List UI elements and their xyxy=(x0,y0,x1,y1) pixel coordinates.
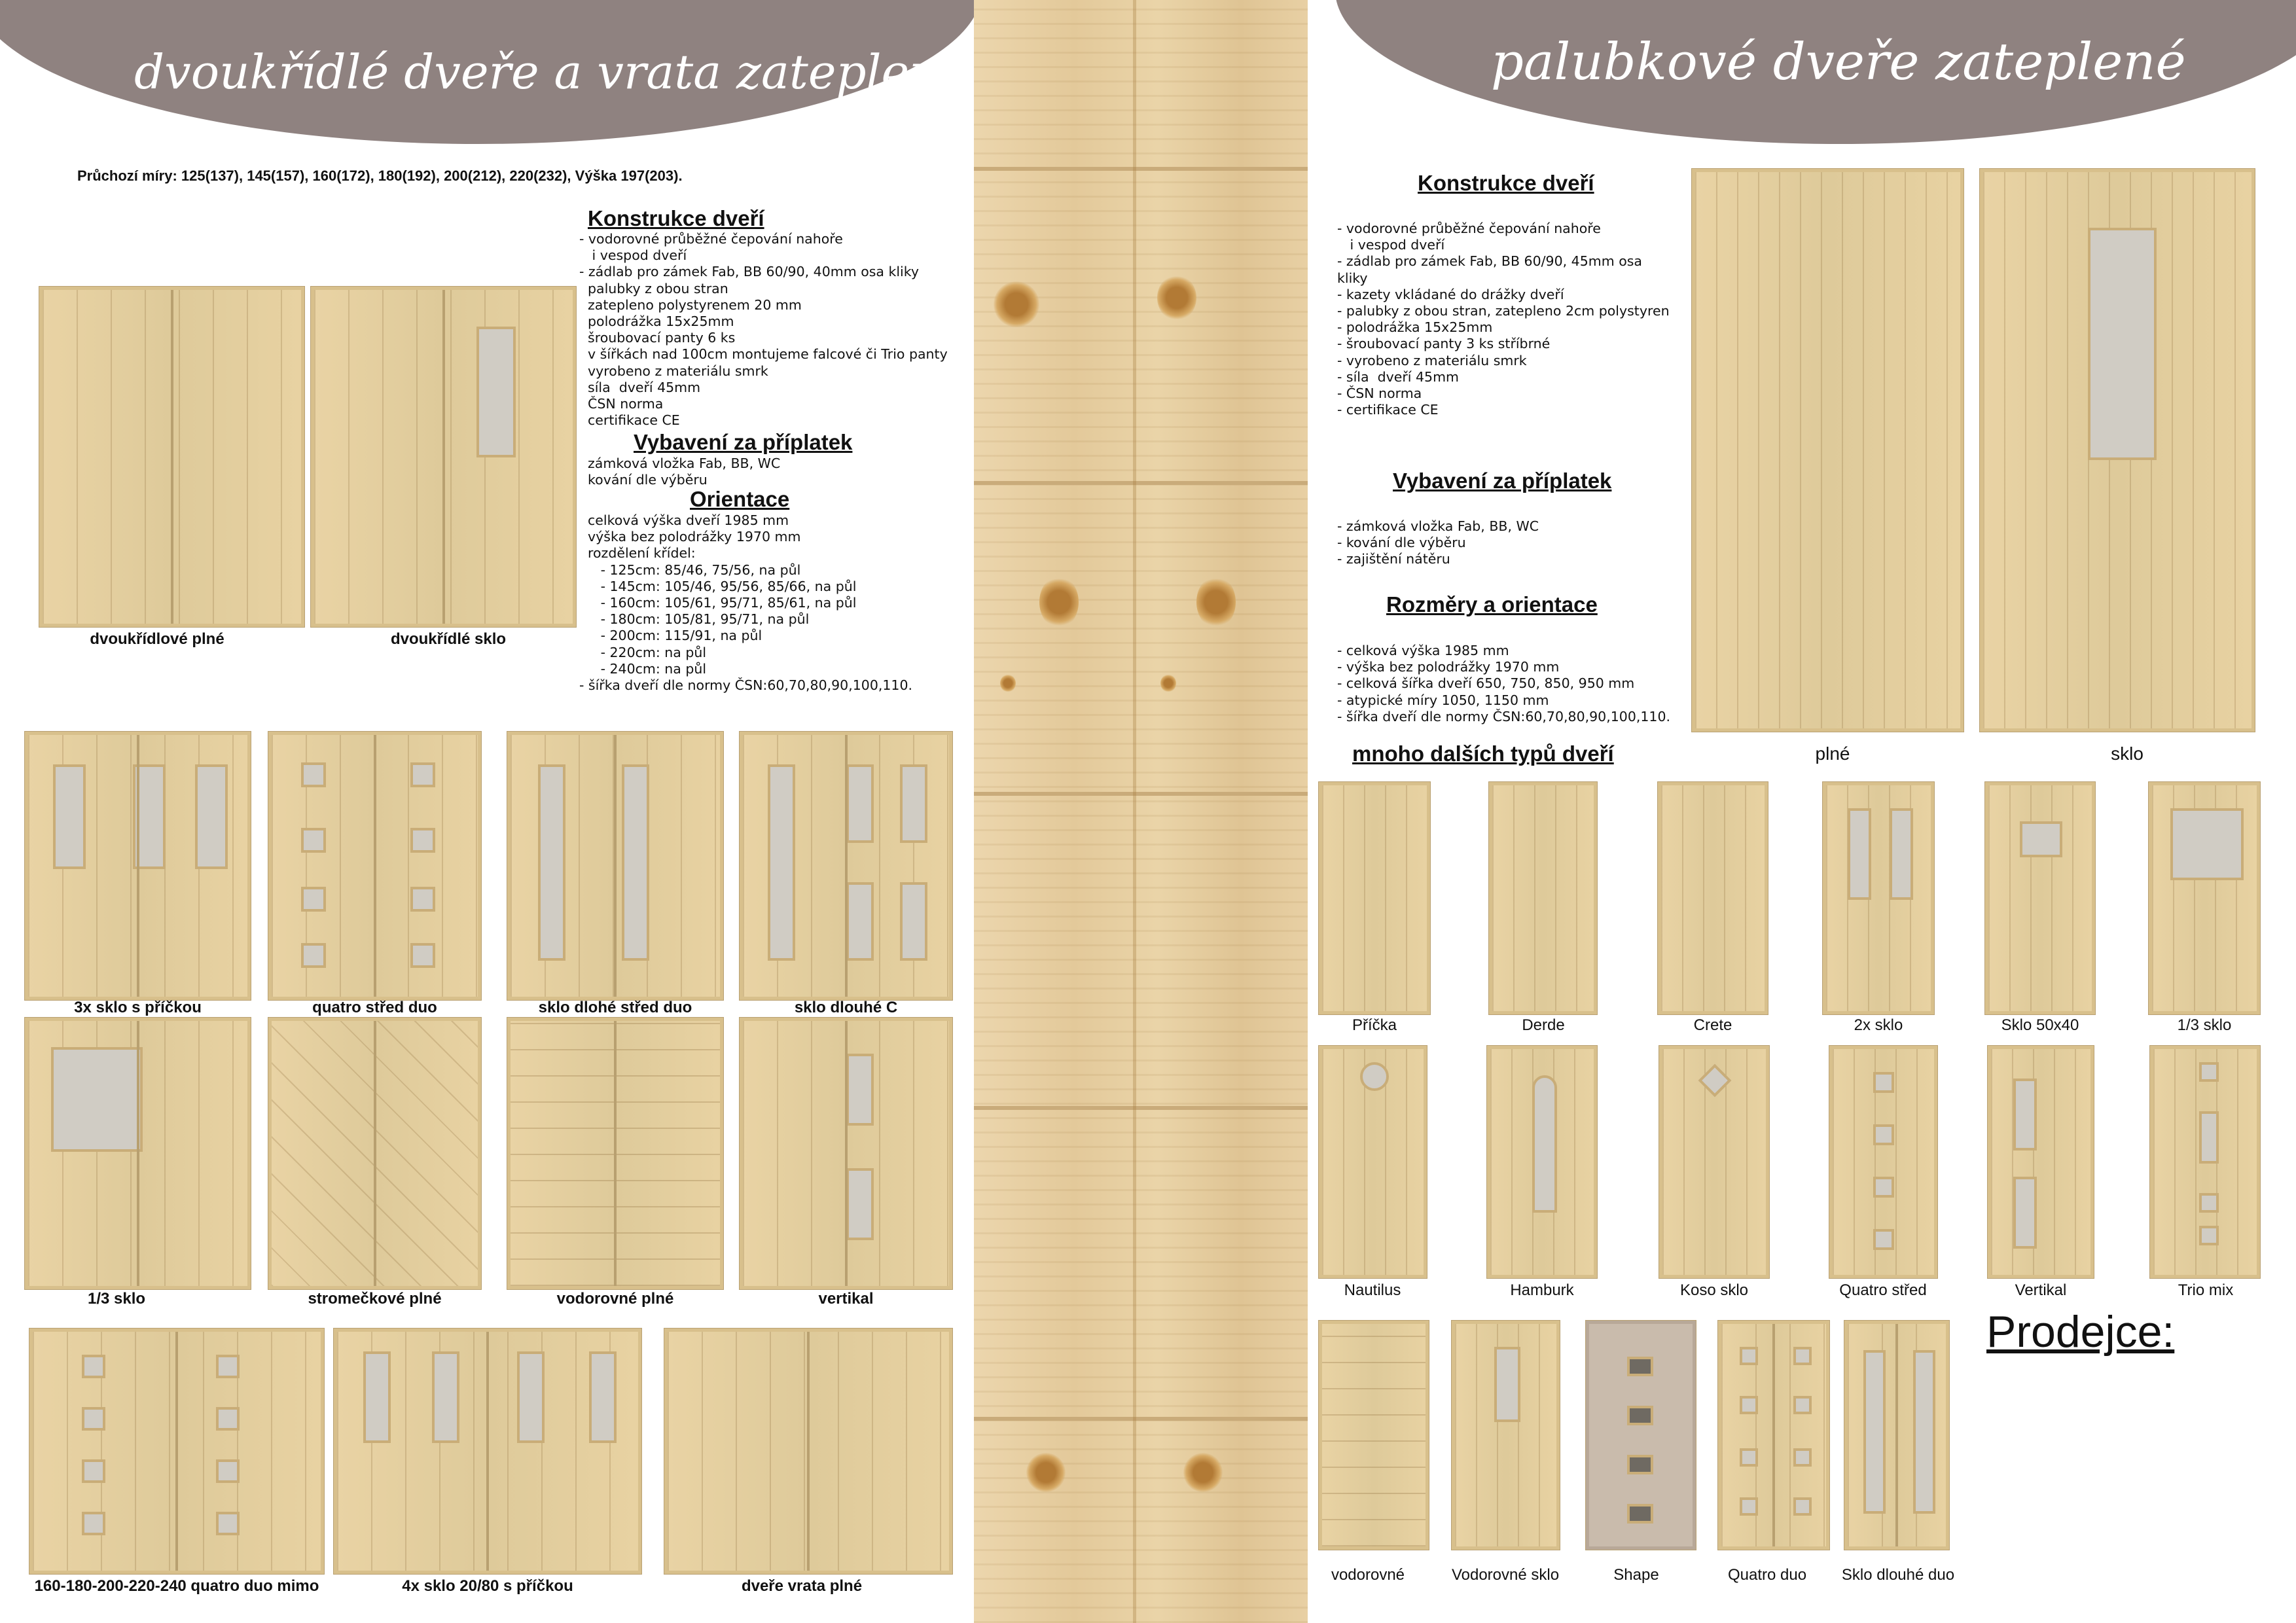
passage-sizes: Průchozí míry: 125(137), 145(157), 160(172), 180(192), 200(212), 220(232), Výška 197(203). xyxy=(77,168,683,184)
door-caption: Vodorovné sklo xyxy=(1451,1566,1560,1584)
door-glass xyxy=(476,327,516,457)
door-glass xyxy=(900,764,927,843)
door-glass xyxy=(1863,1350,1886,1514)
wood-knot xyxy=(1196,576,1236,628)
door-image xyxy=(1319,782,1430,1014)
door-caption: sklo dlouhé C xyxy=(794,999,898,1016)
door-image xyxy=(507,732,723,1000)
door-glass xyxy=(1532,1075,1557,1213)
door-glass xyxy=(1873,1072,1894,1093)
right-vybaveni-text: - zámková vložka Fab, BB, WC - kování dle výběru - zajištění nátěru xyxy=(1337,518,1539,567)
door-image xyxy=(1487,1046,1597,1278)
wood-knot xyxy=(1026,1453,1066,1492)
door-glass xyxy=(1627,1357,1653,1376)
door-caption: Crete xyxy=(1693,1016,1732,1034)
door-image xyxy=(1586,1321,1696,1550)
right-page-title: palubkové dveře zateplené xyxy=(1491,33,2186,92)
door-glass xyxy=(2199,1111,2219,1164)
door-glass xyxy=(195,764,228,869)
door-image xyxy=(1319,1046,1427,1278)
door-glass xyxy=(301,943,326,968)
door-caption: plné xyxy=(1815,743,1850,764)
right-rozmery-text: - celková výška 1985 mm - výška bez polodrážky 1970 mm - celková šířka dveří 650, 750, 850, 950 mm - atypické míry 1050, 1150 mm - šířka dveří dle normy ČSN:60,70,80,90,100,110. xyxy=(1337,643,1671,724)
wood-knot xyxy=(1183,1453,1223,1492)
door-glass xyxy=(768,764,795,961)
left-vybaveni-heading: Vybavení za příplatek xyxy=(634,430,853,454)
door-caption: dveře vrata plné xyxy=(741,1577,863,1595)
door-image xyxy=(2150,1046,2260,1278)
board-seam xyxy=(974,481,1308,485)
right-konstrukce-heading: Konstrukce dveří xyxy=(1418,171,1594,195)
door-caption: dvoukřídlé sklo xyxy=(390,630,507,648)
right-vybaveni-heading: Vybavení za příplatek xyxy=(1393,469,1612,493)
door-glass xyxy=(301,762,326,787)
door-caption: Sklo 50x40 xyxy=(2001,1016,2079,1034)
door-glass xyxy=(1740,1448,1758,1467)
door-image xyxy=(1829,1046,1937,1278)
door-glass xyxy=(1627,1455,1653,1474)
door-caption: Nautilus xyxy=(1344,1281,1401,1299)
door-glass xyxy=(410,762,435,787)
door-image xyxy=(1692,169,1964,732)
left-vybaveni-text: zámková vložka Fab, BB, WC kování dle výběru xyxy=(588,455,781,488)
door-glass xyxy=(589,1351,617,1443)
door-glass xyxy=(82,1407,105,1431)
door-caption: 4x sklo 20/80 s příčkou xyxy=(402,1577,573,1595)
door-image xyxy=(268,1018,481,1289)
door-glass xyxy=(846,1054,874,1126)
door-glass xyxy=(363,1351,391,1443)
door-glass xyxy=(216,1355,240,1378)
door-glass xyxy=(216,1459,240,1483)
door-glass xyxy=(53,764,86,869)
wood-knot xyxy=(1000,674,1016,692)
door-caption: sklo dlohé střed duo xyxy=(538,999,692,1016)
door-image xyxy=(1452,1321,1560,1550)
door-glass xyxy=(410,887,435,912)
door-caption: vodorovné xyxy=(1331,1566,1405,1584)
wood-knot xyxy=(1039,576,1079,628)
door-caption: Koso sklo xyxy=(1679,1281,1749,1299)
door-image xyxy=(334,1329,641,1574)
door-caption: 1/3 sklo xyxy=(87,1290,146,1308)
door-image xyxy=(39,287,304,627)
door-caption: sklo xyxy=(2111,743,2144,764)
door-glass xyxy=(410,943,435,968)
door-image xyxy=(1844,1321,1949,1550)
door-image xyxy=(664,1329,952,1574)
door-glass xyxy=(1740,1497,1758,1516)
door-caption: vertikal xyxy=(818,1290,874,1308)
door-image xyxy=(1988,1046,2094,1278)
left-page-title: dvoukřídlé dveře a vrata zateplené xyxy=(134,45,968,99)
left-orientace-heading: Orientace xyxy=(690,487,790,511)
wood-knot xyxy=(1160,674,1176,692)
more-types-heading: mnoho dalších typů dveří xyxy=(1352,741,1614,766)
door-glass xyxy=(301,887,326,912)
door-image xyxy=(1319,1321,1429,1550)
door-glass xyxy=(1873,1124,1894,1145)
door-glass xyxy=(622,764,649,961)
door-caption: dvoukřídlové plné xyxy=(90,630,224,648)
door-glass xyxy=(301,828,326,853)
door-glass xyxy=(432,1351,459,1443)
door-caption: Příčka xyxy=(1352,1016,1397,1034)
door-image xyxy=(1985,782,2095,1014)
door-glass xyxy=(2170,808,2244,880)
door-glass xyxy=(216,1407,240,1431)
door-glass xyxy=(1627,1406,1653,1425)
door-image xyxy=(1489,782,1597,1014)
door-caption: Quatro duo xyxy=(1727,1566,1807,1584)
door-glass xyxy=(1698,1064,1732,1097)
door-caption: 3x sklo s příčkou xyxy=(74,999,202,1016)
board-seam xyxy=(974,1106,1308,1110)
door-caption: Shape xyxy=(1613,1566,1659,1584)
door-glass xyxy=(2199,1193,2219,1213)
door-glass xyxy=(2013,1177,2037,1249)
door-glass xyxy=(517,1351,545,1443)
left-orientace-text: celková výška dveří 1985 mm výška bez polodrážky 1970 mm rozdělení křídel: - 125cm: 85/46, 75/56, na půl - 145cm: 105/46, 95/56, 85/66, na půl - 160cm: 105/61, 95/71, 85/61, na půl - 180cm: 105/81, 95/71, na půl - 200cm: 115/91, na půl - 220cm: na půl - 240cm: na půl - šířka dveří dle normy ČSN:60,70,80,90,100,110. xyxy=(579,512,913,694)
door-caption: quatro střed duo xyxy=(312,999,437,1016)
door-glass xyxy=(2020,821,2062,857)
door-glass xyxy=(2199,1226,2219,1245)
door-caption: 160-180-200-220-240 quatro duo mimo xyxy=(34,1577,319,1595)
door-glass xyxy=(51,1047,143,1152)
door-image xyxy=(1658,782,1768,1014)
door-glass xyxy=(846,1168,874,1240)
door-glass xyxy=(216,1512,240,1535)
door-glass xyxy=(1848,808,1871,900)
wood-knot xyxy=(994,281,1039,327)
door-glass xyxy=(1793,1497,1812,1516)
door-image xyxy=(1980,169,2255,732)
door-image xyxy=(2149,782,2260,1014)
board-seam xyxy=(974,167,1308,171)
door-glass xyxy=(1890,808,1913,900)
door-image xyxy=(25,1018,251,1289)
door-caption: Sklo dlouhé duo xyxy=(1841,1566,1955,1584)
door-glass xyxy=(1913,1350,1935,1514)
board-seam xyxy=(974,792,1308,796)
door-caption: vodorovné plné xyxy=(556,1290,674,1308)
door-glass xyxy=(846,882,874,961)
door-glass xyxy=(2088,228,2157,460)
door-image xyxy=(1659,1046,1769,1278)
door-glass xyxy=(410,828,435,853)
door-caption: stromečkové plné xyxy=(308,1290,442,1308)
door-glass xyxy=(1360,1062,1389,1091)
door-caption: 1/3 sklo xyxy=(2177,1016,2232,1034)
door-caption: Hamburk xyxy=(1510,1281,1574,1299)
door-image xyxy=(1718,1321,1829,1550)
door-image xyxy=(311,287,576,627)
door-image xyxy=(268,732,481,1000)
door-glass xyxy=(1740,1396,1758,1414)
right-rozmery-heading: Rozměry a orientace xyxy=(1386,592,1598,616)
door-glass xyxy=(1793,1448,1812,1467)
seller-label: Prodejce: xyxy=(1986,1307,2175,1357)
door-caption: Vertikal xyxy=(2015,1281,2067,1299)
door-image xyxy=(1823,782,1934,1014)
door-image xyxy=(25,732,251,1000)
door-glass xyxy=(82,1512,105,1535)
door-caption: Trio mix xyxy=(2178,1281,2234,1299)
door-image xyxy=(740,1018,952,1289)
door-caption: Quatro střed xyxy=(1839,1281,1927,1299)
door-glass xyxy=(133,764,166,869)
door-glass xyxy=(900,882,927,961)
door-glass xyxy=(1494,1347,1520,1422)
door-caption: Derde xyxy=(1522,1016,1565,1034)
left-konstrukce-text: - vodorovné průběžné čepování nahoře i vespod dveří - zádlab pro zámek Fab, BB 60/90, 40mm osa kliky palubky z obou stran zatepleno polystyrenem 20 mm polodrážka 15x25mm šroubovací panty 6 ks v šířkách nad 100cm montujeme falcové či Trio panty vyrobeno z materiálu smrk síla dveří 45mm ČSN norma certifikace CE xyxy=(579,231,948,429)
door-glass xyxy=(1793,1396,1812,1414)
door-glass xyxy=(1873,1229,1894,1250)
wood-texture-strip xyxy=(974,0,1308,1623)
door-glass xyxy=(1793,1347,1812,1365)
door-glass xyxy=(82,1459,105,1483)
door-glass xyxy=(1627,1504,1653,1524)
door-glass xyxy=(2199,1062,2219,1082)
door-image xyxy=(740,732,952,1000)
right-konstrukce-text: - vodorovné průběžné čepování nahoře i vespod dveří - zádlab pro zámek Fab, BB 60/90, 45mm osa kliky - kazety vkládané do drážky dveří - palubky z obou stran, zatepleno 2cm polystyren - polodrážka 15x25mm - šroubovací panty 3 ks stříbrné - vyrobeno z materiálu smrk - síla dveří 45mm - ČSN norma - certifikace CE xyxy=(1337,221,1670,418)
door-glass xyxy=(1873,1177,1894,1198)
door-glass xyxy=(82,1355,105,1378)
door-glass xyxy=(846,764,874,843)
door-caption: 2x sklo xyxy=(1854,1016,1903,1034)
door-glass xyxy=(2013,1079,2037,1150)
door-glass xyxy=(1740,1347,1758,1365)
board-seam xyxy=(974,1417,1308,1421)
door-image xyxy=(29,1329,324,1574)
door-glass xyxy=(538,764,565,961)
wood-knot xyxy=(1157,275,1196,321)
door-image xyxy=(507,1018,723,1289)
left-konstrukce-heading: Konstrukce dveří xyxy=(588,206,764,230)
